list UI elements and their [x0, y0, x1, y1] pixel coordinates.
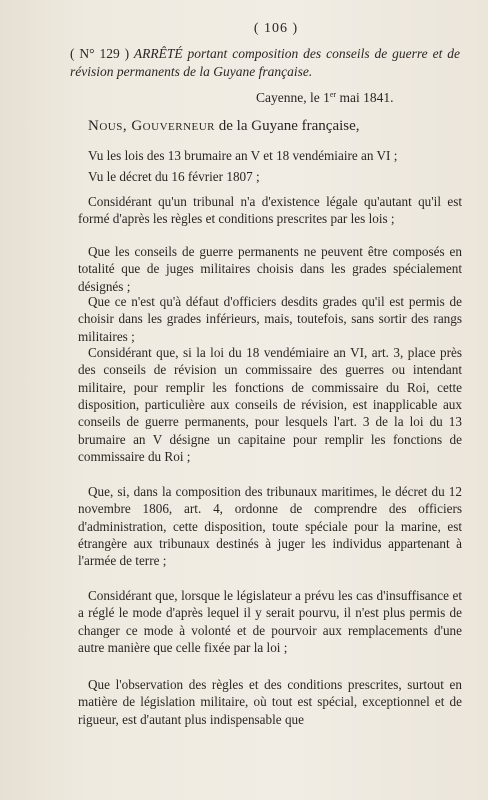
page-number: ( 106 )	[253, 21, 299, 36]
paragraph: Que, si, dans la composition des tribunaux maritimes, le décret du 12 novembre 1806, art. 4, ordonne de comprendre des officiers d'administration, cette disposition, toute spéciale pour la marine, est étrangère aux tribunaux destinés à juger les individus appartenant à l'armée de terre ;	[78, 484, 462, 569]
decree-number: ( N° 129 )	[70, 46, 130, 61]
preamble-nous: Nous,	[88, 118, 132, 134]
preamble-gouverneur: Gouverneur	[131, 118, 216, 134]
paragraph: Vu les lois des 13 brumaire an V et 18 vendémiaire an VI ;	[88, 148, 398, 164]
paragraph: Que ce n'est qu'à défaut d'officiers desdits grades qu'il est permis de choisir dans les grades inférieurs, mais, toutefois, sans sortir des rangs militaires ;	[78, 294, 462, 344]
dateline-place-day: Cayenne, le 1	[256, 90, 330, 105]
preamble	[88, 118, 464, 135]
paragraph: Que l'observation des règles et des conditions prescrites, surtout en matière de législation militaire, où tout est spécial, exceptionnel et de rigueur, est d'autant plus indispensable que	[78, 677, 462, 727]
dateline-superscript: er	[329, 90, 337, 99]
paragraph: Considérant que, si la loi du 18 vendémiaire an VI, art. 3, place près des conseils de révision un commissaire des guerres ou intendant militaire, pour remplir les fonctions de commissaire du Roi, cette disposition, particulière aux conseils de révision, est inapplicable aux conseils de guerre permanents, pour lesquels l'art. 3 de la loi du 13 brumaire an V désigne un capitaine pour remplir les fonctions de commissaire du Roi ;	[78, 345, 462, 464]
preamble-rest: de la Guyane française,	[215, 118, 360, 134]
dateline-month-year: mai 1841.	[336, 90, 394, 105]
dateline	[256, 90, 393, 106]
paragraph: Vu le décret du 16 février 1807 ;	[88, 169, 260, 185]
paragraph: Que les conseils de guerre permanents ne peuvent être composés en totalité que de juges militaires choisis dans les grades spécialement désignés ;	[78, 244, 462, 294]
paragraph: Considérant que, lorsque le législateur a prévu les cas d'insuffisance et a réglé le mode d'après lequel il y serait pourvu, il n'est plus permis de changer ce mode à volonté et de pourvoir aux remplacements d'une autre manière que celle fixée par la loi ;	[78, 588, 462, 656]
paragraph: Considérant qu'un tribunal n'a d'existence légale qu'autant qu'il est formé d'après les règles et conditions prescrites par les lois ;	[78, 194, 462, 227]
decree-heading	[70, 45, 460, 81]
decree-title: ARRÊTÉ portant composition des conseils de guerre et de révision permanents de la Guyane française.	[70, 46, 460, 79]
